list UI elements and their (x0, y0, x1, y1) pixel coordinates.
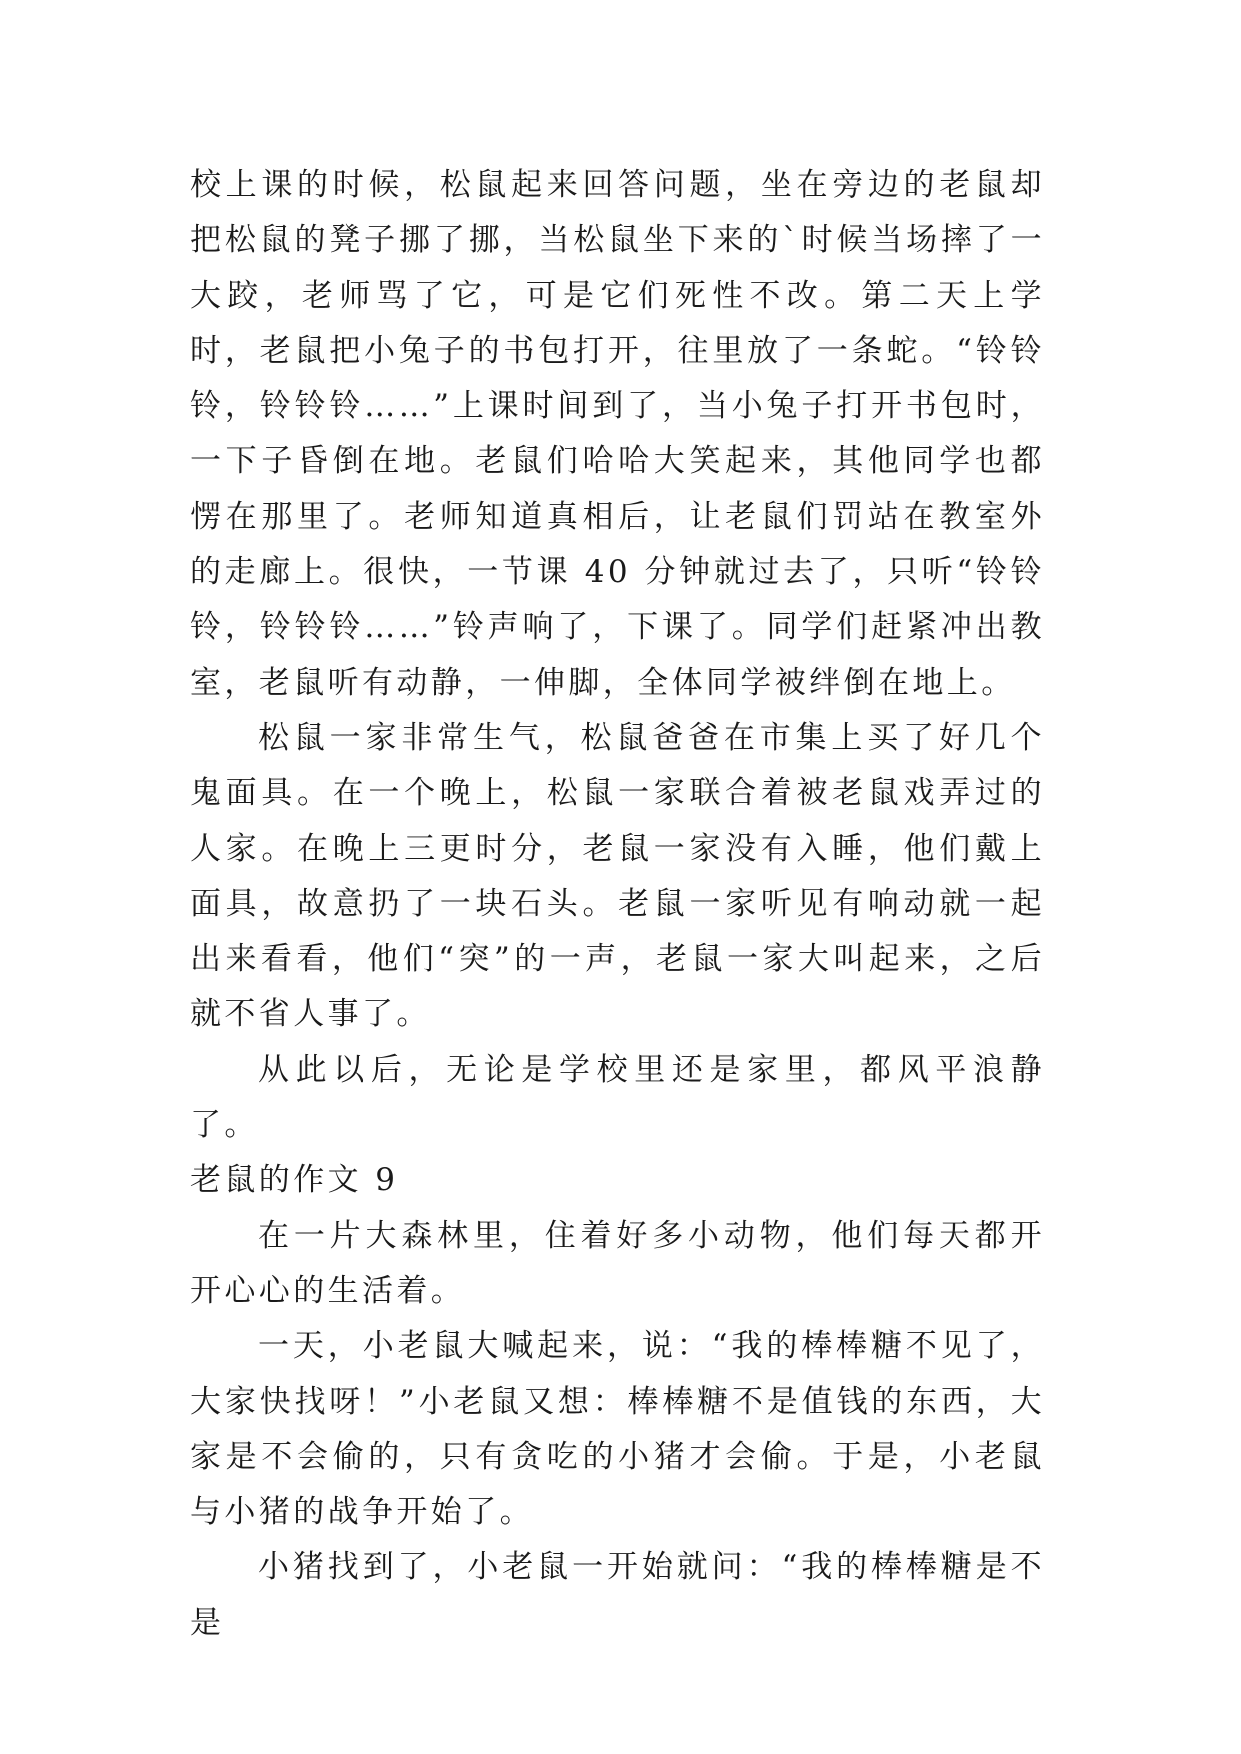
paragraph-6: 小猪找到了，小老鼠一开始就问：“我的棒棒糖是不是 (190, 1549, 1045, 1641)
paragraph-5: 一天，小老鼠大喊起来，说：“我的棒棒糖不见了，大家快找呀！”小老鼠又想：棒棒糖不是值钱的东西，大家是不会偷的，只有贪吃的小猪才会偷。于是，小老鼠与小猪的战争开始了。 (190, 1328, 1045, 1531)
paragraph-1: 校上课的时候，松鼠起来回答问题，坐在旁边的老鼠却把松鼠的凳子挪了挪，当松鼠坐下来的`时候当场摔了一大跤，老师骂了它，可是它们死性不改。第二天上学时，老鼠把小兔子的书包打开，往里放了一条蛇。“铃铃铃，铃铃铃……”上课时间到了，当小兔子打开书包时，一下子昏倒在地。老鼠们哈哈大笑起来，其他同学也都愣在那里了。老师知道真相后，让老鼠们罚站在教室外的走廊上。很快，一节课 40 分钟就过去了，只听“铃铃铃，铃铃铃……”铃声响了，下课了。同学们赶紧冲出教室，老鼠听有动静，一伸脚，全体同学被绊倒在地上。 (190, 167, 1045, 701)
paragraph-3: 从此以后，无论是学校里还是家里，都风平浪静了。 (190, 1051, 1045, 1144)
document-body (190, 158, 1045, 1651)
paragraph-2: 松鼠一家非常生气，松鼠爸爸在市集上买了好几个鬼面具。在一个晚上，松鼠一家联合着被老鼠戏弄过的人家。在晚上三更时分，老鼠一家没有入睡，他们戴上面具，故意扔了一块石头。老鼠一家听见有响动就一起出来看看，他们“突”的一声，老鼠一家大叫起来，之后就不省人事了。 (190, 719, 1045, 1033)
section-heading: 老鼠的作文 9 (190, 1162, 399, 1199)
paragraph-4: 在一片大森林里，住着好多小动物，他们每天都开开心心的生活着。 (190, 1217, 1045, 1309)
